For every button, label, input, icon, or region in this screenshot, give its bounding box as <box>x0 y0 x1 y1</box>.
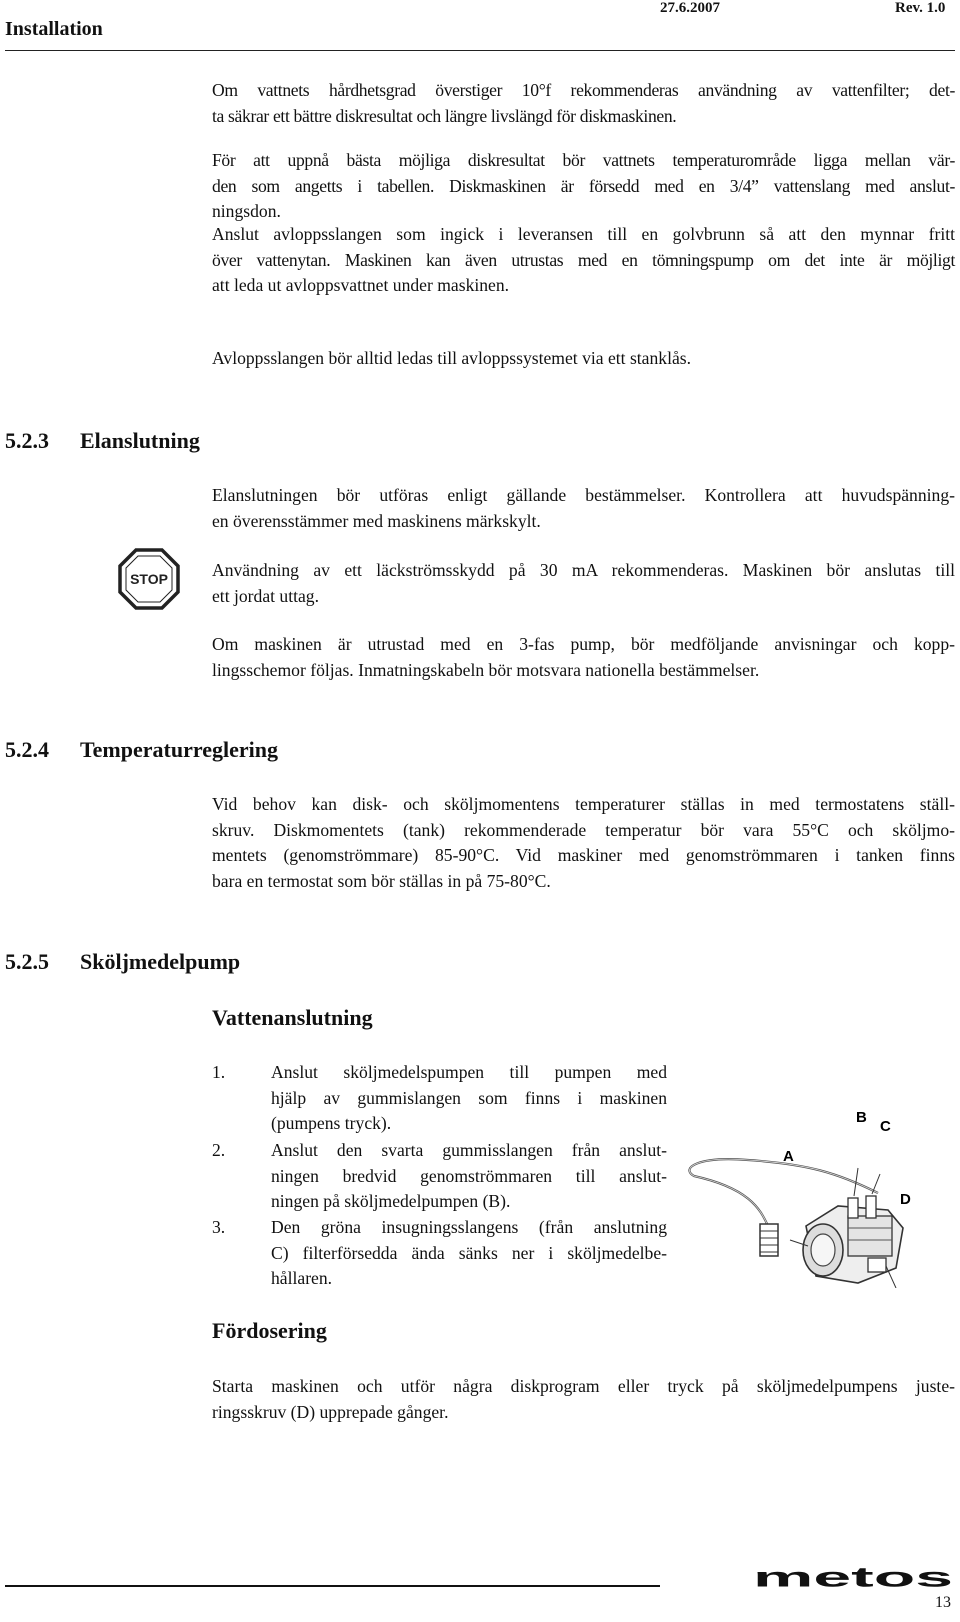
intro-paragraph-3 <box>212 222 955 299</box>
figure-label-b: B <box>856 1109 867 1126</box>
text-line: bara en termostat som bör ställas in på 75-80°C. <box>212 870 551 891</box>
stop-sign-label: STOP <box>130 571 168 587</box>
text-line: Om maskinen är utrustad med en 3-fas pump, bör medföljande anvisningar och kopp- <box>212 634 955 654</box>
text-line: (pumpens tryck). <box>271 1113 392 1133</box>
step-text <box>271 1215 667 1292</box>
text-line: C) filterförsedda ända sänks ner i sköljmedelbe- <box>271 1242 667 1263</box>
section-number: 5.2.3 <box>5 428 49 453</box>
section-title-skoljmedelpump: Sköljmedelpump <box>80 949 241 974</box>
text-line: över vattenytan. Maskinen kan även utrustas med en tömningspump om det inte är möjligt <box>212 249 955 270</box>
header-section-title: Installation <box>5 18 103 40</box>
text-line: hållaren. <box>271 1268 333 1288</box>
step-text <box>271 1138 667 1215</box>
intro-paragraph-1 <box>212 78 955 129</box>
section-number: 5.2.4 <box>5 737 49 762</box>
text-line: Anslut den svarta gummisslangen från anslut- <box>271 1140 667 1160</box>
text-line: ningen bredvid genomströmmaren till anslut- <box>271 1165 667 1186</box>
text-line: Anslut sköljmedelspumpen till pumpen med <box>271 1062 667 1082</box>
step-number: 2. <box>212 1140 226 1160</box>
text-line: ett jordat uttag. <box>212 585 319 606</box>
footer-rule <box>5 1585 660 1587</box>
text-line: Anslut avloppsslangen som ingick i leveransen till en golvbrunn så att den mynnar fritt <box>212 224 955 244</box>
figure-label-a: A <box>783 1148 794 1165</box>
text-line: Om vattnets hårdhetsgrad överstiger 10°f rekommenderas användning av vattenfilter; det- <box>212 80 955 100</box>
text-line: Vid behov kan disk- och sköljmomentens temperaturer ställas in med termostatens ställ- <box>212 794 955 814</box>
brand-name: metos <box>753 1562 953 1590</box>
step-text <box>271 1060 667 1137</box>
elanslutning-paragraph-3 <box>212 632 955 683</box>
section-title-elanslutning: Elanslutning <box>80 428 200 453</box>
stop-sign-icon <box>118 548 180 610</box>
header-rule <box>5 50 955 51</box>
text-line: skruv. Diskmomentets (tank) rekommenderade temperatur bör vara 55°C och sköljmo- <box>212 819 955 840</box>
text-line: den som angetts i tabellen. Diskmaskinen är försedd med en 3/4” vattenslang med anslut- <box>212 175 955 196</box>
step-number: 3. <box>212 1217 226 1237</box>
text-line: Starta maskinen och utför några diskprogram eller tryck på sköljmedelpumpens juste- <box>212 1376 955 1396</box>
elanslutning-paragraph-1 <box>212 483 955 534</box>
metos-logo <box>748 1562 958 1590</box>
page-number: 13 <box>935 1594 951 1611</box>
text-line: ringsskruv (D) upprepade gånger. <box>212 1401 449 1422</box>
elanslutning-paragraph-2 <box>212 558 955 609</box>
intro-paragraph-2 <box>212 148 955 225</box>
header-revision: Rev. 1.0 <box>895 0 946 16</box>
text-line: För att uppnå bästa möjliga diskresultat bör vattnets temperaturområde ligga mellan vär- <box>212 150 955 170</box>
text-line: mentets (genomströmmare) 85-90°C. Vid maskiner med genomströmmaren i tanken finns <box>212 845 955 865</box>
rinse-aid-pump-figure <box>688 1098 958 1288</box>
text-line: att leda ut avloppsvattnet under maskinen. <box>212 275 510 295</box>
temperatur-paragraph <box>212 792 955 894</box>
text-line: Användning av ett läckströmsskydd på 30 mA rekommenderas. Maskinen bör anslutas till <box>212 560 955 580</box>
text-line: lingsschemor följas. Inmatningskabeln bör motsvara nationella bestämmelser. <box>212 659 760 680</box>
intro-paragraph-4 <box>212 346 955 372</box>
text-line: ningsdon. <box>212 201 281 221</box>
figure-label-d: D <box>900 1191 911 1208</box>
section-title-temperaturreglering: Temperaturreglering <box>80 737 278 762</box>
header-date: 27.6.2007 <box>660 0 720 16</box>
subheading-vattenanslutning: Vattenanslutning <box>212 1005 373 1030</box>
text-line: Avloppsslangen bör alltid ledas till avloppssystemet via ett stanklås. <box>212 348 692 368</box>
fordosering-paragraph <box>212 1374 955 1425</box>
section-number: 5.2.5 <box>5 949 49 974</box>
text-line: en överensstämmer med maskinens märkskylt. <box>212 510 541 531</box>
text-line: Elanslutningen bör utföras enligt gällande bestämmelser. Kontrollera att huvudspänning- <box>212 485 955 505</box>
text-line: Den gröna insugningsslangens (från anslutning <box>271 1217 667 1237</box>
step-number: 1. <box>212 1062 226 1082</box>
text-line: hjälp av gummislangen som finns i maskinen <box>271 1087 667 1108</box>
text-line: ta säkrar ett bättre diskresultat och längre livslängd för diskmaskinen. <box>212 105 677 126</box>
figure-label-c: C <box>880 1118 891 1135</box>
text-line: ningen på sköljmedelpumpen (B). <box>271 1191 511 1211</box>
subheading-fordosering: Fördosering <box>212 1318 327 1343</box>
